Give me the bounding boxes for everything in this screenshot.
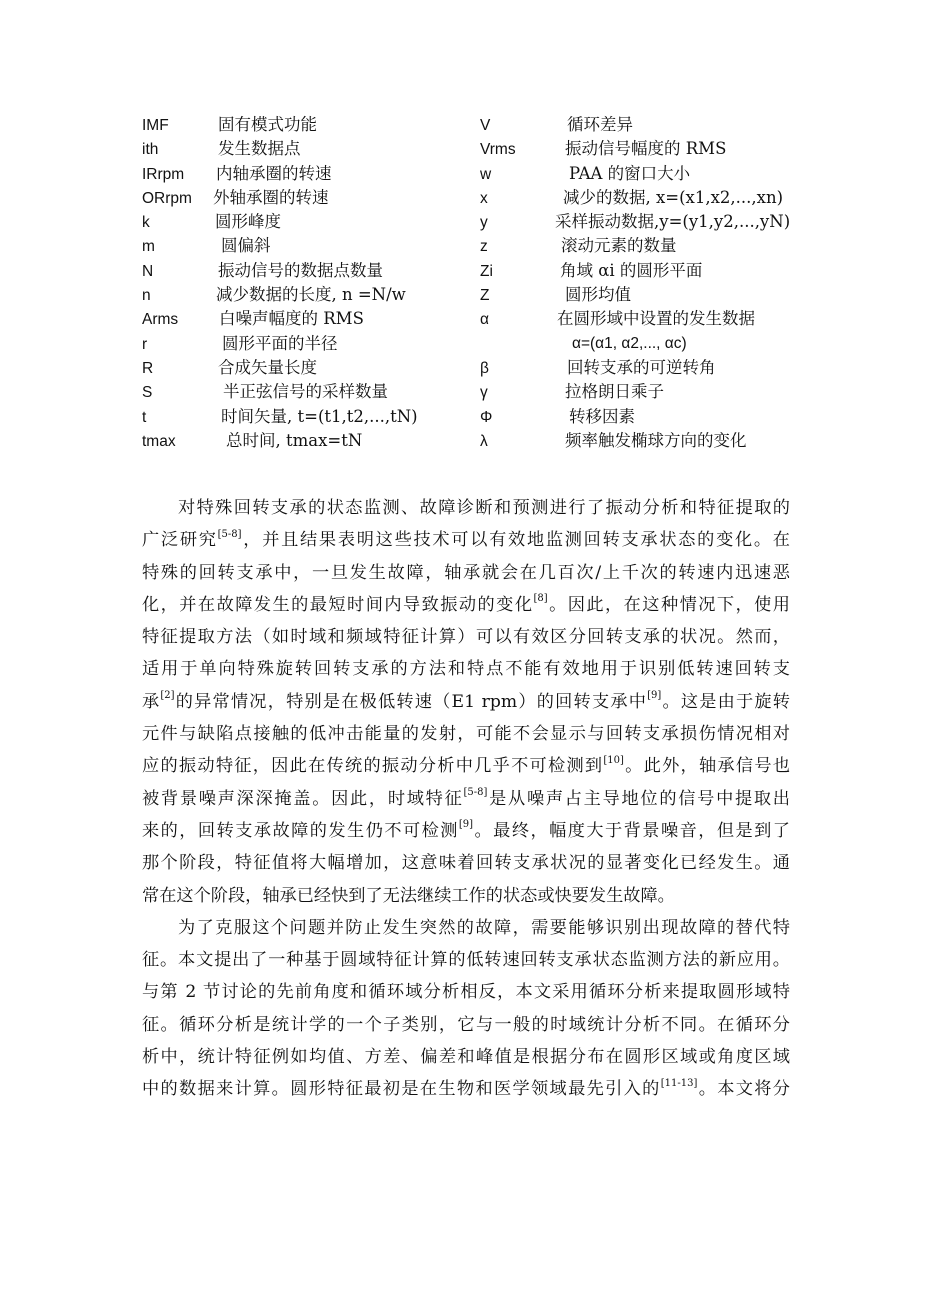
nomenclature-symbol: IMF bbox=[142, 117, 169, 134]
paragraph-1 bbox=[142, 492, 790, 912]
nomenclature-description: 减少数据的长度, n =N/w bbox=[216, 285, 406, 305]
nomenclature-symbol: α bbox=[480, 311, 489, 329]
nomenclature-description: 发生数据点 bbox=[218, 139, 301, 159]
text-line bbox=[142, 880, 790, 912]
nomenclature-row bbox=[480, 356, 716, 380]
text-segment: 适用于单向特殊旋转回转支承的方法和特点不能有效地用于识别低转速回转支 bbox=[142, 659, 790, 680]
nomenclature-symbol: Zi bbox=[480, 262, 493, 280]
nomenclature-description: 采样振动数据,y=(y1,y2,...,yN) bbox=[555, 212, 791, 232]
nomenclature-symbol: V bbox=[480, 117, 491, 134]
text-segment: 的异常情况，特别是在极低转速（E1 rpm）的回转支承中 bbox=[174, 691, 648, 712]
text-line bbox=[142, 750, 790, 782]
text-line bbox=[142, 944, 790, 976]
nomenclature-symbol: R bbox=[142, 359, 154, 377]
nomenclature-row bbox=[142, 356, 317, 380]
body-text bbox=[142, 492, 790, 1106]
nomenclature-left-column bbox=[142, 113, 418, 453]
nomenclature-row bbox=[480, 332, 687, 356]
nomenclature-symbol: Arms bbox=[142, 311, 179, 329]
nomenclature-row bbox=[480, 137, 727, 161]
nomenclature-row bbox=[142, 210, 281, 234]
text-line bbox=[142, 589, 790, 621]
text-segment: 。最终，幅度大于背景噪音，但是到了 bbox=[473, 820, 790, 841]
text-segment: 。因此，在这种情况下，使用 bbox=[547, 594, 790, 615]
nomenclature-description: 拉格朗日乘子 bbox=[565, 382, 664, 402]
nomenclature-row bbox=[480, 307, 755, 331]
nomenclature-symbol: t bbox=[142, 408, 147, 426]
nomenclature-symbol: N bbox=[142, 262, 154, 280]
nomenclature-description: 圆形平面的半径 bbox=[222, 333, 338, 353]
nomenclature-description: 振动信号幅度的 RMS bbox=[565, 139, 727, 159]
text-segment: 是从噪声占主导地位的信号中提取出 bbox=[487, 788, 790, 809]
citation: [5-8] bbox=[463, 786, 488, 798]
citation: [11-13] bbox=[660, 1077, 698, 1089]
nomenclature-description: PAA 的窗口大小 bbox=[569, 163, 691, 183]
text-segment: 常在这个阶段，轴承已经快到了无法继续工作的状态或快要发生故障。 bbox=[142, 885, 675, 906]
citation: [5-8] bbox=[217, 528, 242, 540]
text-line bbox=[142, 718, 790, 750]
nomenclature-symbol: y bbox=[480, 214, 488, 232]
nomenclature-description: 在圆形域中设置的发生数据 bbox=[557, 309, 755, 329]
nomenclature-row bbox=[480, 405, 635, 429]
nomenclature-description: 减少的数据, x=(x1,x2,...,xn) bbox=[563, 187, 784, 207]
nomenclature-description: 滚动元素的数量 bbox=[561, 236, 677, 256]
nomenclature-symbol: ith bbox=[142, 141, 159, 159]
nomenclature-row bbox=[142, 162, 332, 186]
nomenclature-row bbox=[142, 283, 406, 307]
citation: [8] bbox=[533, 593, 548, 605]
text-segment: 广泛研究 bbox=[142, 530, 218, 551]
text-segment: 应的振动特征，因此在传统的振动分析中几乎不可检测到 bbox=[142, 756, 604, 777]
nomenclature-symbol: Z bbox=[480, 287, 490, 305]
text-segment: 化，并在故障发生的最短时间内导致振动的变化 bbox=[142, 594, 534, 615]
nomenclature-description: 合成矢量长度 bbox=[218, 357, 317, 377]
nomenclature-row bbox=[480, 380, 664, 404]
nomenclature-symbol: w bbox=[480, 165, 492, 183]
nomenclature-description: 内轴承圈的转速 bbox=[216, 163, 332, 183]
text-line bbox=[142, 847, 790, 879]
nomenclature-symbol: IRrpm bbox=[142, 165, 185, 183]
nomenclature-symbol: m bbox=[142, 238, 155, 256]
nomenclature-symbol: Vrms bbox=[480, 141, 516, 159]
citation: [9] bbox=[647, 690, 662, 702]
nomenclature-symbol: z bbox=[480, 238, 488, 256]
nomenclature-description: 固有模式功能 bbox=[218, 115, 317, 134]
nomenclature-symbol: k bbox=[142, 214, 150, 232]
text-segment: 为了克服这个问题并防止发生突然的故障，需要能够识别出现故障的替代特 bbox=[178, 917, 790, 938]
nomenclature-symbol: n bbox=[142, 287, 151, 305]
nomenclature-symbol: λ bbox=[480, 432, 488, 450]
nomenclature-row bbox=[480, 283, 631, 307]
text-segment: 承 bbox=[142, 691, 161, 712]
nomenclature-description: 循环差异 bbox=[567, 115, 633, 134]
text-segment: 。此外，轴承信号也 bbox=[623, 756, 790, 777]
nomenclature-description: 外轴承圈的转速 bbox=[213, 187, 329, 207]
text-line bbox=[142, 976, 790, 1008]
text-segment: 元件与缺陷点接触的低冲击能量的发射，可能不会显示与回转支承损伤情况相对 bbox=[142, 724, 790, 745]
nomenclature-row bbox=[142, 380, 388, 404]
nomenclature-row bbox=[142, 405, 418, 429]
text-line bbox=[142, 1073, 790, 1105]
text-segment: 。这是由于旋转 bbox=[661, 691, 790, 712]
text-segment: 中的数据来计算。圆形特征最初是在生物和医学领域最先引入的 bbox=[142, 1079, 661, 1100]
nomenclature-symbol: ORrpm bbox=[142, 189, 192, 207]
citation: [10] bbox=[603, 754, 624, 766]
nomenclature-symbol: Φ bbox=[480, 408, 493, 426]
text-line bbox=[142, 621, 790, 653]
nomenclature-symbol: r bbox=[142, 335, 148, 353]
nomenclature-row bbox=[480, 162, 691, 186]
nomenclature-row bbox=[480, 113, 633, 137]
nomenclature-symbol: tmax bbox=[142, 432, 176, 450]
nomenclature-symbol: β bbox=[480, 359, 489, 377]
nomenclature-description: α=(α1, α2,..., αc) bbox=[572, 334, 687, 352]
text-segment: 那个阶段，特征值将大幅增加，这意味着回转支承状况的显著变化已经发生。通 bbox=[142, 853, 790, 874]
citation: [2] bbox=[160, 690, 175, 702]
nomenclature-description: 白噪声幅度的 RMS bbox=[219, 309, 364, 329]
nomenclature-description: 频率触发椭球方向的变化 bbox=[565, 430, 747, 450]
text-segment: ，并且结果表明这些技术可以有效地监测回转支承状态的变化。在 bbox=[241, 530, 790, 551]
nomenclature-description: 时间矢量, t=(t1,t2,...,tN) bbox=[221, 406, 418, 426]
nomenclature-row bbox=[142, 332, 338, 356]
nomenclature-description: 振动信号的数据点数量 bbox=[218, 260, 383, 280]
nomenclature-symbol: S bbox=[142, 384, 153, 402]
text-segment: 对特殊回转支承的状态监测、故障诊断和预测进行了振动分析和特征提取的 bbox=[178, 498, 790, 518]
paragraph-2 bbox=[142, 912, 790, 1106]
text-segment: 被背景噪声深深掩盖。因此，时域特征 bbox=[142, 788, 464, 809]
nomenclature-row bbox=[142, 113, 317, 137]
nomenclature-symbol: γ bbox=[480, 384, 488, 402]
text-segment: 。本文将分 bbox=[697, 1079, 790, 1100]
nomenclature-description: 半正弦信号的采样数量 bbox=[223, 382, 388, 402]
text-line bbox=[142, 815, 790, 847]
text-line bbox=[142, 1009, 790, 1041]
nomenclature-row bbox=[480, 210, 791, 234]
text-line bbox=[142, 524, 790, 556]
text-segment: 征。本文提出了一种基于圆域特征计算的低转速回转支承状态监测方法的新应用。 bbox=[142, 950, 790, 971]
nomenclature-description: 圆形峰度 bbox=[215, 212, 281, 232]
text-line bbox=[142, 557, 790, 589]
nomenclature-row bbox=[480, 234, 677, 258]
nomenclature-row bbox=[480, 259, 703, 283]
nomenclature-row bbox=[142, 186, 329, 210]
text-segment: 特殊的回转支承中，一旦发生故障，轴承就会在几百次/上千次的转速内迅速恶 bbox=[142, 562, 790, 583]
text-line bbox=[142, 912, 790, 944]
text-line bbox=[142, 653, 790, 685]
citation: [9] bbox=[458, 819, 474, 831]
text-line bbox=[142, 686, 790, 718]
text-segment: 来的，回转支承故障的发生仍不可检测 bbox=[142, 820, 459, 841]
text-segment: 与第 2 节讨论的先前角度和循环域分析相反，本文采用循环分析来提取圆形域特 bbox=[142, 982, 790, 1003]
text-segment: 析中，统计特征例如均值、方差、偏差和峰值是根据分布在圆形区域或角度区域 bbox=[142, 1047, 790, 1068]
nomenclature-row bbox=[142, 234, 271, 258]
text-line bbox=[142, 1041, 790, 1073]
nomenclature-description: 圆形均值 bbox=[565, 285, 631, 305]
text-line bbox=[142, 492, 790, 524]
nomenclature-row bbox=[480, 186, 784, 210]
nomenclature-row bbox=[142, 307, 364, 331]
nomenclature-description: 转移因素 bbox=[569, 406, 635, 426]
nomenclature-right-column bbox=[480, 113, 791, 453]
nomenclature-row bbox=[142, 137, 301, 161]
nomenclature-description: 圆偏斜 bbox=[221, 236, 271, 256]
nomenclature-description: 总时间, tmax=tN bbox=[226, 430, 363, 450]
text-line bbox=[142, 783, 790, 815]
nomenclature-description: 回转支承的可逆转角 bbox=[567, 357, 716, 377]
nomenclature-symbol: x bbox=[480, 189, 488, 207]
nomenclature-row bbox=[142, 429, 363, 453]
text-segment: 特征提取方法（如时域和频域特征计算）可以有效区分回转支承的状况。然而， bbox=[142, 627, 790, 648]
nomenclature-description: 角域 αi 的圆形平面 bbox=[560, 260, 703, 280]
nomenclature-row bbox=[480, 429, 747, 453]
text-segment: 征。循环分析是统计学的一个子类别，它与一般的时域统计分析不同。在循环分 bbox=[142, 1014, 790, 1035]
nomenclature-row bbox=[142, 259, 383, 283]
